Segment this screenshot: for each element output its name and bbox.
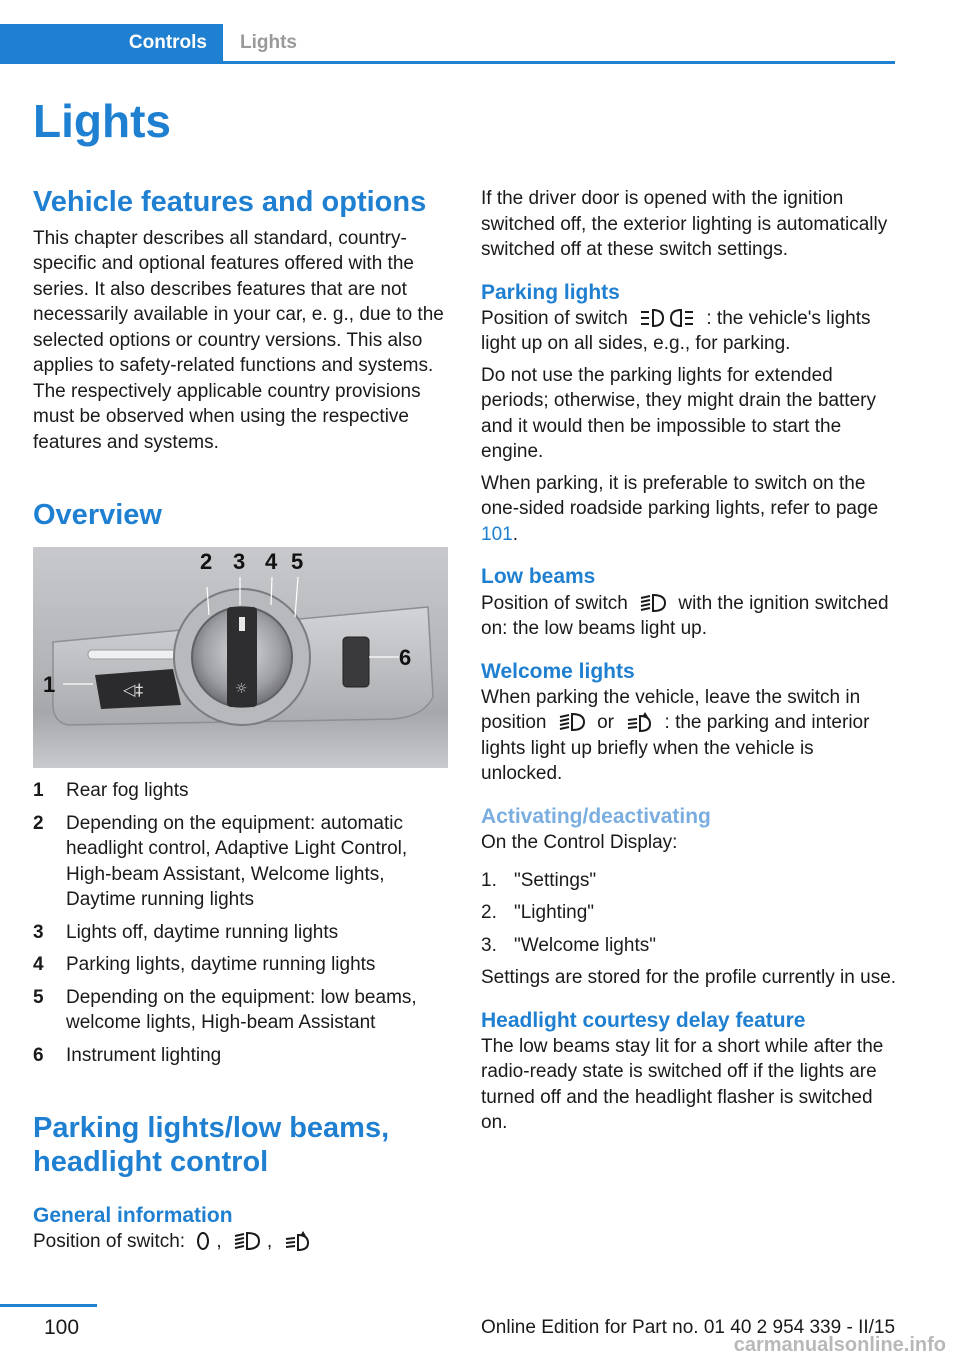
svg-text:☼: ☼ xyxy=(235,681,248,698)
parking-lights-text-3 xyxy=(481,471,897,548)
legend-text: Rear fog lights xyxy=(66,780,189,802)
subheading-parking-lights: Parking lights xyxy=(481,280,620,304)
subheading-low-beams: Low beams xyxy=(481,565,596,589)
welcome-text-a: When parking the vehicle, leave the switch in position xyxy=(481,686,861,734)
step-number: 1. xyxy=(481,869,497,891)
callout-6: 6 xyxy=(399,645,412,671)
switch-off-icon xyxy=(196,1231,210,1251)
svg-text:◁‡: ◁‡ xyxy=(123,680,144,700)
callout-3: 3 xyxy=(233,549,246,575)
legend-number: 4 xyxy=(33,954,44,976)
step-number: 3. xyxy=(481,934,497,956)
section-heading-parking-low-beams: Parking lights/low beams, headlight control xyxy=(33,1112,390,1179)
welcome-text-b: : the parking and interior lights light up briefly when the vehicle is unlocked. xyxy=(481,712,870,785)
legend-number: 5 xyxy=(33,986,44,1008)
switch-panel-illustration xyxy=(33,547,448,768)
subheading-general-information: General information xyxy=(33,1204,233,1228)
parking-lights-text-3a: When parking, it is preferable to switch on the one-sided roadside parking lights, refer to page xyxy=(481,472,879,520)
vehicle-features-text: This chapter describes all standard, country-specific and optional features offered with the series. It also describes features that are not necessarily available in your car, e. g., due to the selected options or country versions. This also applies to safety-related functions and systems. The respectively applicable country provisions must be observed when using the respective features and systems. xyxy=(33,227,444,453)
tab-controls-label: Controls xyxy=(128,32,207,53)
callout-4: 4 xyxy=(265,549,278,575)
parking-lights-icon xyxy=(639,308,695,328)
section-heading-vehicle-features: Vehicle features and options xyxy=(33,186,427,218)
intro-text: If the driver door is opened with the ignition switched off, the exterior lighting is automatically switched off at these switch settings. xyxy=(481,188,888,260)
callout-5: 5 xyxy=(291,549,304,575)
page-number: 100 xyxy=(44,1316,80,1339)
legend-text: Lights off, daytime running lights xyxy=(66,921,339,943)
low-beam-icon xyxy=(233,1231,261,1251)
legend-number: 2 xyxy=(33,812,44,834)
symbol-separator: , xyxy=(216,1231,222,1253)
auto-headlight-icon xyxy=(283,1231,311,1251)
activating-note: Settings are stored for the profile currently in use. xyxy=(481,967,897,989)
settings-steps xyxy=(481,868,897,959)
step-number: 2. xyxy=(481,902,497,924)
low-beams-text-b: with the ignition switched on: the low beams light up. xyxy=(481,592,889,640)
auto-headlight-icon xyxy=(625,712,653,732)
switch-panel-figure xyxy=(33,547,448,768)
parking-lights-text-2: Do not use the parking lights for extended periods; otherwise, they might drain the battery and it would then be impossible to start the engine. xyxy=(481,364,876,463)
welcome-lights-text xyxy=(481,685,897,787)
left-column xyxy=(33,186,448,1261)
callout-1: 1 xyxy=(43,672,56,698)
legend-number: 1 xyxy=(33,780,44,802)
symbol-separator: , xyxy=(266,1231,273,1253)
page-title: Lights xyxy=(33,95,171,147)
legend-text: Depending on the equipment: automatic headlight control, Adaptive Light Control, High-beam Assistant, Welcome lights, Daytime running lights xyxy=(66,812,408,911)
watermark: carmanualsonline.info xyxy=(733,1334,946,1356)
low-beam-icon xyxy=(558,712,586,732)
activating-intro: On the Control Display: xyxy=(481,832,678,854)
general-text-prefix: Position of switch: xyxy=(33,1231,186,1253)
edition-text: Online Edition for Part no. 01 40 2 954 339 - II/15 xyxy=(481,1317,896,1338)
legend-text: Depending on the equipment: low beams, welcome lights, High-beam Assistant xyxy=(66,986,417,1034)
low-beams-text xyxy=(481,591,897,642)
low-beam-icon xyxy=(639,593,667,613)
figure-legend xyxy=(33,778,448,1068)
list-item xyxy=(481,900,897,926)
general-information-text xyxy=(33,1229,448,1255)
step-text: "Settings" xyxy=(514,869,597,891)
parking-lights-text-3b: . xyxy=(512,523,518,545)
courtesy-text: The low beams stay lit for a short while after the radio-ready state is switched off if the lights are turned off and the headlight flasher is switched on. xyxy=(481,1035,884,1134)
subheading-courtesy-delay: Headlight courtesy delay feature xyxy=(481,1008,806,1032)
legend-number: 3 xyxy=(33,921,44,943)
section-heading-overview: Overview xyxy=(33,499,162,532)
legend-text: Instrument lighting xyxy=(66,1044,222,1066)
legend-text: Parking lights, daytime running lights xyxy=(66,954,376,976)
page-101-link[interactable]: 101 xyxy=(481,523,513,545)
low-beams-text-a: Position of switch xyxy=(481,592,628,614)
header-bar xyxy=(0,24,895,64)
list-item xyxy=(481,933,897,959)
tab-controls[interactable] xyxy=(0,24,223,61)
subheading-activating-deactivating: Activating/deactivating xyxy=(481,804,711,828)
parking-lights-text-1b: : the vehicle's lights light up on all sides, e.g., for parking. xyxy=(481,307,871,355)
parking-lights-text-1 xyxy=(481,306,897,357)
tab-lights[interactable]: Lights xyxy=(240,32,297,53)
right-column xyxy=(481,186,897,1142)
subheading-welcome-lights: Welcome lights xyxy=(481,659,635,683)
legend-number: 6 xyxy=(33,1044,44,1066)
list-item xyxy=(481,868,897,894)
welcome-text-or: or xyxy=(597,712,614,734)
step-text: "Lighting" xyxy=(514,902,595,924)
step-text: "Welcome lights" xyxy=(514,934,656,956)
parking-lights-text-1a: Position of switch xyxy=(481,307,628,329)
callout-2: 2 xyxy=(200,549,213,575)
footer-rule xyxy=(0,1304,97,1307)
